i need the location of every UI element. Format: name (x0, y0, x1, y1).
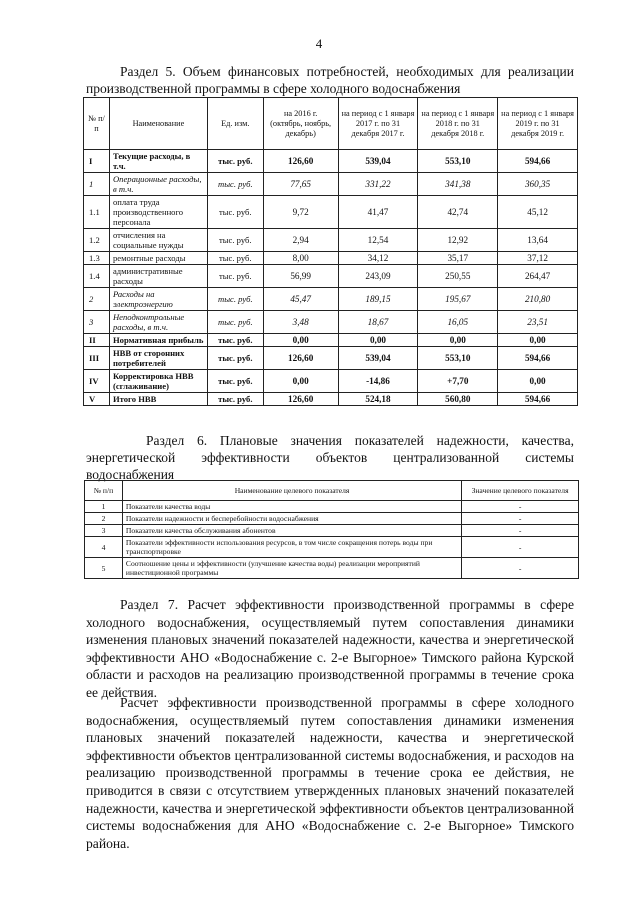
row-value-2017: 18,67 (338, 311, 418, 334)
row-value-2017: 34,12 (338, 252, 418, 265)
row-value-2016: 0,00 (263, 370, 338, 393)
row-value-2019: 0,00 (498, 334, 578, 347)
row-value-2018: 35,17 (418, 252, 498, 265)
section6-title: Раздел 6. Плановые значения показателей надежности, качества, энергетической эффективности объектов централизованной системы водоснабжения (86, 433, 574, 482)
col-header-2017: на период с 1 января 2017 г. по 31 декабря 2017 г. (338, 98, 418, 150)
indicator-name: Показатели качества воды (122, 501, 461, 513)
row-value-2016: 2,94 (263, 229, 338, 252)
row-value-2016: 56,99 (263, 265, 338, 288)
indicator-name: Показатели качества обслуживания абонентов (122, 525, 461, 537)
row-name: Корректировка НВВ (сглаживание) (109, 370, 207, 393)
row-no: 1 (84, 173, 110, 196)
row-value-2017: 539,04 (338, 150, 418, 173)
row-value-2017: 539,04 (338, 347, 418, 370)
row-unit: тыс. руб. (207, 347, 263, 370)
table-row (84, 150, 578, 173)
table-row (85, 537, 579, 558)
row-no: 2 (84, 288, 110, 311)
row-value-2018: 12,92 (418, 229, 498, 252)
col-header-2019: на период с 1 января 2019 г. по 31 декабря 2019 г. (498, 98, 578, 150)
row-name: Нормативная прибыль (109, 334, 207, 347)
ind-header-no: № п/п (85, 481, 123, 501)
row-no: 1.1 (84, 196, 110, 229)
row-value-2019: 594,66 (498, 150, 578, 173)
indicator-no: 1 (85, 501, 123, 513)
row-value-2018: 553,10 (418, 150, 498, 173)
ind-header-name: Наименование целевого показателя (122, 481, 461, 501)
page-number: 4 (315, 36, 323, 51)
row-value-2016: 0,00 (263, 334, 338, 347)
section7-paragraph-1: Раздел 7. Расчет эффективности производственной программы в сфере холодного водоснабжения, осуществляемый путем сопоставления динамики изменения плановых значений показателей надежности, качества и энергетической эффективности АНО «Водоснабжение с. 2-е Выгорное» Тимского района Курской области и расходов на реализацию производственной программы в течение срока ее действия. (86, 597, 574, 700)
row-unit: тыс. руб. (207, 252, 263, 265)
table-row (84, 311, 578, 334)
row-value-2019: 594,66 (498, 347, 578, 370)
row-value-2016: 77,65 (263, 173, 338, 196)
table-row (84, 265, 578, 288)
row-value-2016: 45,47 (263, 288, 338, 311)
row-value-2019: 23,51 (498, 311, 578, 334)
row-name: Операционные расходы, в т.ч. (109, 173, 207, 196)
row-name: отчисления на социальные нужды (109, 229, 207, 252)
row-value-2019: 360,35 (498, 173, 578, 196)
row-value-2017: -14,86 (338, 370, 418, 393)
row-unit: тыс. руб. (207, 288, 263, 311)
indicator-no: 2 (85, 513, 123, 525)
row-value-2017: 12,54 (338, 229, 418, 252)
row-value-2017: 41,47 (338, 196, 418, 229)
row-name: административные расходы (109, 265, 207, 288)
row-value-2016: 126,60 (263, 150, 338, 173)
table-row (84, 196, 578, 229)
row-value-2018: 250,55 (418, 265, 498, 288)
row-value-2019: 264,47 (498, 265, 578, 288)
row-no: IV (84, 370, 110, 393)
row-unit: тыс. руб. (207, 229, 263, 252)
row-value-2017: 189,15 (338, 288, 418, 311)
row-value-2017: 524,18 (338, 393, 418, 406)
row-value-2019: 594,66 (498, 393, 578, 406)
table-row (85, 525, 579, 537)
row-unit: тыс. руб. (207, 311, 263, 334)
col-header-unit: Ед. изм. (207, 98, 263, 150)
table-row (84, 288, 578, 311)
row-value-2019: 210,80 (498, 288, 578, 311)
row-unit: тыс. руб. (207, 265, 263, 288)
row-no: 3 (84, 311, 110, 334)
table-row (84, 229, 578, 252)
row-no: V (84, 393, 110, 406)
row-name: Неподконтрольные расходы, в т.ч. (109, 311, 207, 334)
row-value-2016: 9,72 (263, 196, 338, 229)
row-name: НВВ от сторонних потребителей (109, 347, 207, 370)
table-row (85, 558, 579, 579)
target-indicators-table (84, 480, 579, 579)
row-value-2016: 3,48 (263, 311, 338, 334)
row-value-2018: 341,38 (418, 173, 498, 196)
row-value-2019: 13,64 (498, 229, 578, 252)
table-row (85, 501, 579, 513)
row-value-2019: 0,00 (498, 370, 578, 393)
row-no: I (84, 150, 110, 173)
indicator-value: - (462, 513, 579, 525)
indicator-name: Соотношение цены и эффективности (улучшение качества воды) реализации мероприятий инвестиционной программы (122, 558, 461, 579)
indicator-value: - (462, 525, 579, 537)
row-name: Расходы на электроэнергию (109, 288, 207, 311)
section7-paragraph-2: Расчет эффективности производственной программы в сфере холодного водоснабжения, осуществляемый путем сопоставления динамики изменения плановых значений показателей надежности, качества и энергетической эффективности объектов централизованной системы водоснабжения, и расходов на реализацию производственной программы в течение срока ее действия, не приводится в связи с отсутствием утвержденных плановых значений показателей надежности, качества и энергетической эффективности объектов централизованной системы водоснабжения для АНО «Водоснабжение с. 2-е Выгорное» Тимского района. (86, 695, 574, 851)
row-value-2017: 243,09 (338, 265, 418, 288)
row-no: 1.3 (84, 252, 110, 265)
row-no: 1.4 (84, 265, 110, 288)
table-row (84, 347, 578, 370)
indicator-name: Показатели эффективности использования ресурсов, в том числе сокращения потерь воды при транспортировке (122, 537, 461, 558)
ind-header-value: Значение целевого показателя (462, 481, 579, 501)
row-value-2017: 331,22 (338, 173, 418, 196)
row-value-2016: 126,60 (263, 347, 338, 370)
row-value-2018: 42,74 (418, 196, 498, 229)
row-value-2016: 126,60 (263, 393, 338, 406)
section5-title: Раздел 5. Объем финансовых потребностей, необходимых для реализации производственной программы в сфере холодного водоснабжения (86, 64, 574, 96)
row-no: 1.2 (84, 229, 110, 252)
row-no: III (84, 347, 110, 370)
table-row (84, 370, 578, 393)
row-unit: тыс. руб. (207, 393, 263, 406)
table-row (84, 334, 578, 347)
col-header-name: Наименование (109, 98, 207, 150)
row-name: оплата труда производственного персонала (109, 196, 207, 229)
row-unit: тыс. руб. (207, 334, 263, 347)
row-unit: тыс. руб. (207, 150, 263, 173)
row-unit: тыс. руб. (207, 173, 263, 196)
financial-needs-table (83, 97, 578, 406)
indicator-no: 3 (85, 525, 123, 537)
row-value-2019: 45,12 (498, 196, 578, 229)
indicator-value: - (462, 501, 579, 513)
indicator-no: 4 (85, 537, 123, 558)
col-header-2016: на 2016 г. (октябрь, ноябрь, декабрь) (263, 98, 338, 150)
indicator-value: - (462, 537, 579, 558)
row-value-2018: 195,67 (418, 288, 498, 311)
row-value-2018: 553,10 (418, 347, 498, 370)
table-row (85, 513, 579, 525)
indicator-no: 5 (85, 558, 123, 579)
row-name: ремонтные расходы (109, 252, 207, 265)
row-value-2018: 560,80 (418, 393, 498, 406)
indicator-value: - (462, 558, 579, 579)
indicator-name: Показатели надежности и бесперебойности водоснабжения (122, 513, 461, 525)
row-name: Итого НВВ (109, 393, 207, 406)
row-unit: тыс. руб. (207, 196, 263, 229)
table-row (84, 252, 578, 265)
row-value-2018: 0,00 (418, 334, 498, 347)
row-no: II (84, 334, 110, 347)
row-value-2018: 16,05 (418, 311, 498, 334)
row-unit: тыс. руб. (207, 370, 263, 393)
row-value-2018: +7,70 (418, 370, 498, 393)
row-value-2016: 8,00 (263, 252, 338, 265)
table-row (84, 393, 578, 406)
col-header-no: № п/п (84, 98, 110, 150)
row-name: Текущие расходы, в т.ч. (109, 150, 207, 173)
table-row (84, 173, 578, 196)
row-value-2017: 0,00 (338, 334, 418, 347)
col-header-2018: на период с 1 января 2018 г. по 31 декабря 2018 г. (418, 98, 498, 150)
row-value-2019: 37,12 (498, 252, 578, 265)
